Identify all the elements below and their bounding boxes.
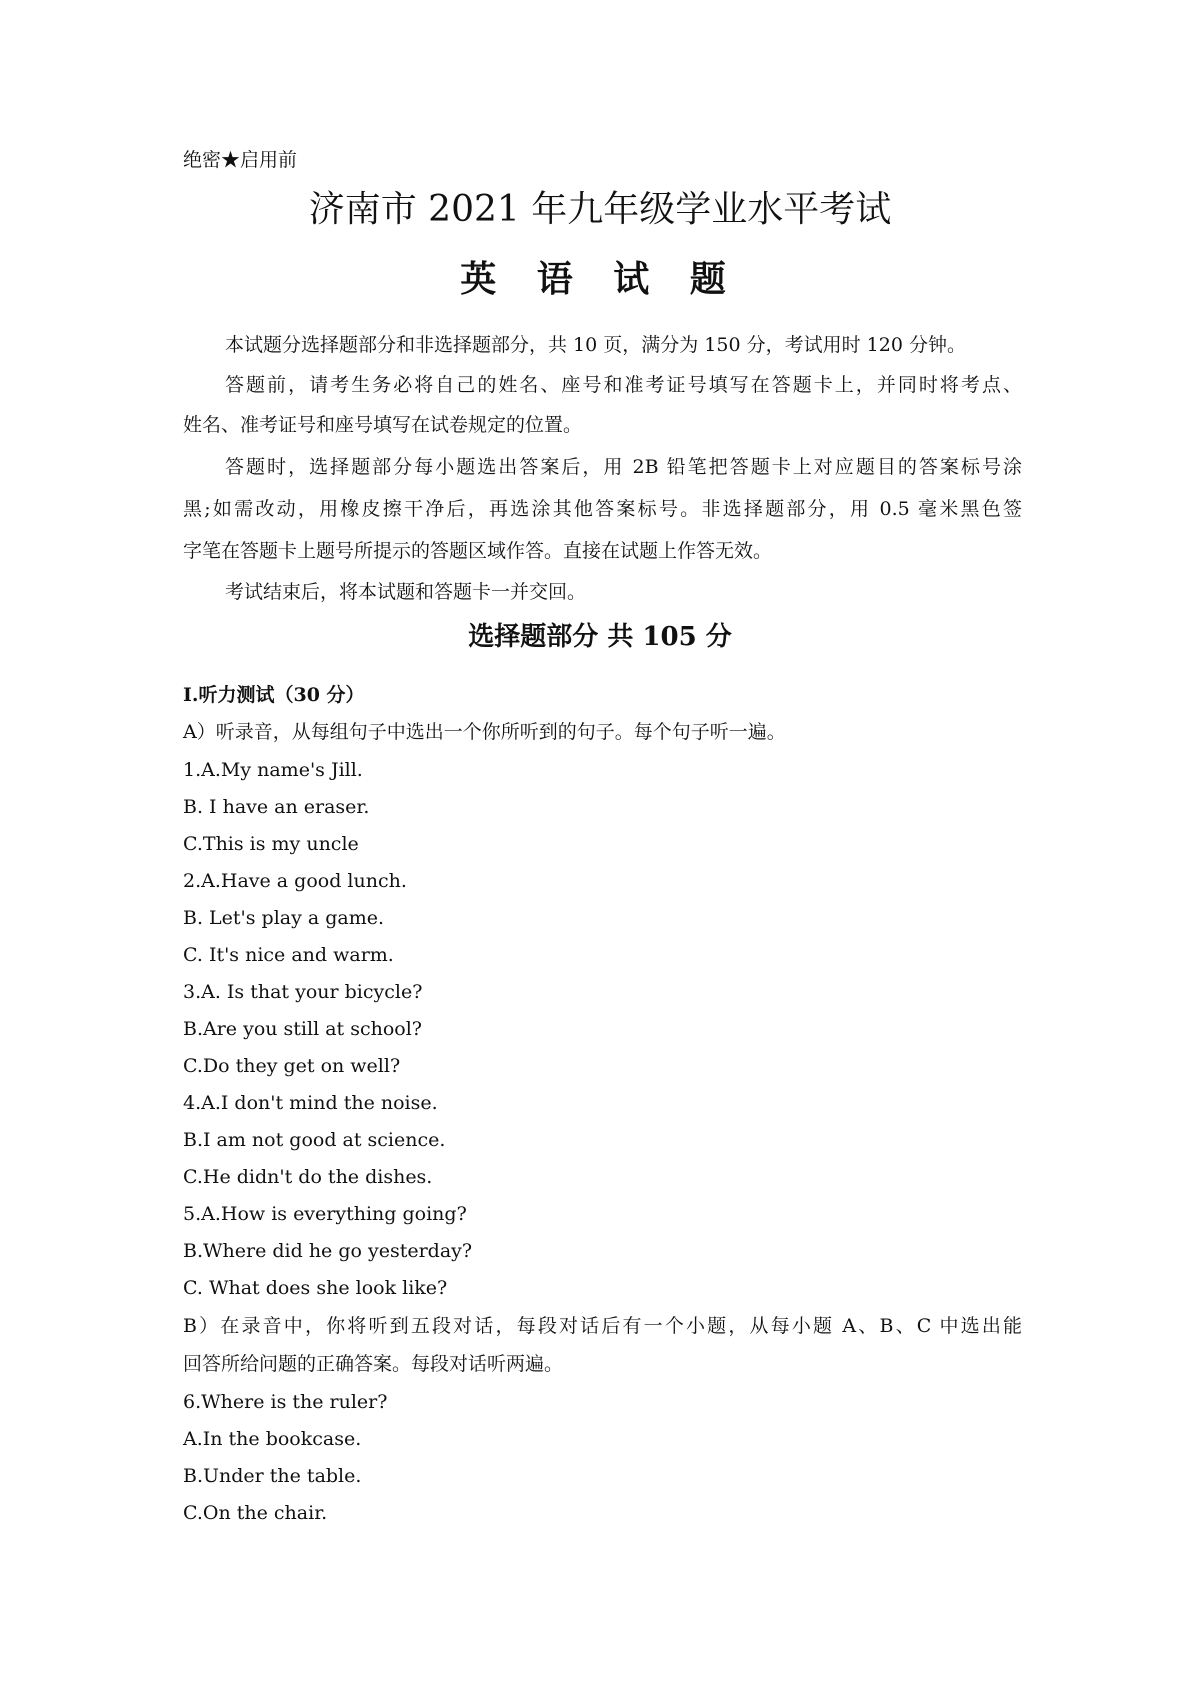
part-b-instruction: B）在录音中，你将听到五段对话，每段对话后有一个小题，从每小题 A、B、C 中选出能	[183, 1315, 1022, 1337]
question-option: B.Are you still at school?	[183, 1018, 422, 1040]
question-option: C. What does she look like?	[183, 1277, 448, 1299]
subject-title: 英 语 试 题	[460, 258, 740, 300]
instruction-line: 黑;如需改动，用橡皮擦干净后，再选涂其他答案标号。非选择题部分，用 0.5 毫米黑色签	[183, 498, 1022, 520]
exam-title: 济南市 2021 年九年级学业水平考试	[308, 189, 892, 230]
question-stem: 6.Where is the ruler?	[183, 1391, 388, 1413]
secret-mark: 绝密★启用前	[183, 149, 298, 171]
question-option: C.This is my uncle	[183, 833, 359, 855]
question-option: A.In the bookcase.	[183, 1428, 362, 1450]
section-heading: 选择题部分 共 105 分	[468, 622, 732, 652]
instruction-line: 答题前，请考生务必将自己的姓名、座号和准考证号填写在答题卡上，并同时将考点、	[225, 374, 1022, 396]
instruction-line: 姓名、准考证号和座号填写在试卷规定的位置。	[183, 414, 583, 436]
instruction-line: 字笔在答题卡上题号所提示的答题区域作答。直接在试题上作答无效。	[183, 540, 773, 562]
question-option: C.Do they get on well?	[183, 1055, 401, 1077]
question-option: C. It's nice and warm.	[183, 944, 394, 966]
question-option: 1.A.My name's Jill.	[183, 759, 363, 781]
question-option: C.He didn't do the dishes.	[183, 1166, 433, 1188]
question-option: 4.A.I don't mind the noise.	[183, 1092, 438, 1114]
part-a-instruction: A）听录音，从每组句子中选出一个你所听到的句子。每个句子听一遍。	[183, 721, 786, 743]
question-option: B.I am not good at science.	[183, 1129, 446, 1151]
question-option: B. I have an eraser.	[183, 796, 370, 818]
question-option: 5.A.How is everything going?	[183, 1203, 467, 1225]
part-heading: I.听力测试（30 分）	[183, 684, 365, 706]
question-option: B.Under the table.	[183, 1465, 362, 1487]
part-b-instruction: 回答所给问题的正确答案。每段对话听两遍。	[183, 1353, 564, 1375]
instruction-line: 本试题分选择题部分和非选择题部分，共 10 页，满分为 150 分，考试用时 120 分钟。	[225, 334, 966, 356]
question-option: 3.A. Is that your bicycle?	[183, 981, 423, 1003]
question-option: B.Where did he go yesterday?	[183, 1240, 473, 1262]
question-option: C.On the chair.	[183, 1502, 328, 1524]
question-option: 2.A.Have a good lunch.	[183, 870, 407, 892]
instruction-line: 考试结束后，将本试题和答题卡一并交回。	[225, 581, 587, 603]
question-option: B. Let's play a game.	[183, 907, 385, 929]
instruction-line: 答题时，选择题部分每小题选出答案后，用 2B 铅笔把答题卡上对应题目的答案标号涂	[225, 456, 1022, 478]
